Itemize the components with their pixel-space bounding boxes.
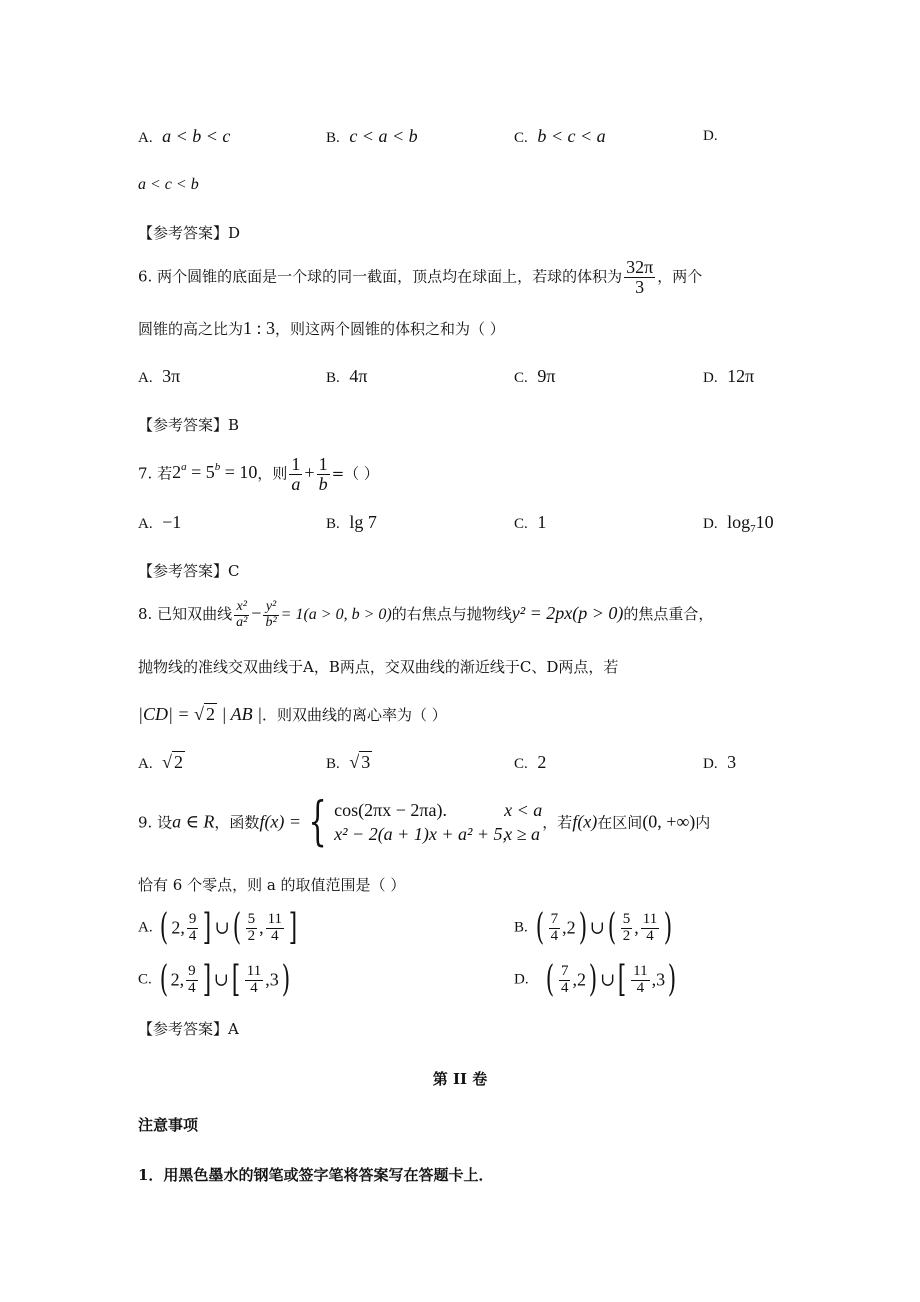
- q6-volume-fraction: $\frac{32\pi}{3}$: [626, 257, 654, 297]
- q7-answer: 【参考答案】C: [138, 562, 240, 580]
- q7-fraction-1-over-a: $\frac{1}{a}$: [291, 454, 301, 494]
- q9-answer: 【参考答案】A: [138, 1020, 239, 1038]
- q7-option-b: B. lg 7: [326, 512, 377, 532]
- q6-stem-line1: 6. 两个圆锥的底面是一个球的同一截面，顶点均在球面上，若球的体积为 $\frac{32\pi}{3}$ ，两个: [138, 257, 703, 297]
- q6-option-d: D. 12π: [703, 366, 755, 386]
- q8-stem-line1: 8. 已知双曲线 $\frac{\text{x²}}{\text{a²}}$ − $\frac{\text{y²}}{\text{b²}}$ = 1(a > 0, b > 0)的右焦点与抛物线y² = 2px(p > 0)的焦点重合，: [138, 599, 714, 630]
- q7-option-d: D. $\log_710$: [703, 512, 774, 535]
- notice-item-1: 1．用黑色墨水的钢笔或签字笔将答案写在答题卡上．: [138, 1166, 494, 1184]
- sqrt-icon: √ 2: [162, 752, 184, 772]
- q6-answer: 【参考答案】B: [138, 416, 240, 434]
- q8-stem-line2: 抛物线的准线交双曲线于A，B两点，交双曲线的渐近线于C、D两点，若: [138, 658, 619, 676]
- q8-hyperbola-x-term: $\frac{\text{x²}}{\text{a²}}$: [236, 599, 248, 630]
- q6-option-a: A. 3π: [138, 366, 181, 386]
- left-brace-icon: {: [308, 792, 327, 852]
- q9-option-d: D. ( $\frac{7}{4}$ ,2) ∪[ $\frac{11}{4}$ ,3): [514, 959, 677, 1000]
- notice-heading: 注意事项: [138, 1116, 199, 1134]
- q9-stem-line2: 恰有 6 个零点，则 a 的取值范围是（ ）: [138, 876, 406, 894]
- q8-option-d: D. 3: [703, 752, 737, 772]
- q5-answer: 【参考答案】D: [138, 224, 241, 242]
- q9-option-a: A. ( 2, $\frac{9}{4}$ ] ∪( $\frac{5}{2}$ , $\frac{11}{4}$ ]: [138, 907, 298, 948]
- q8-stem-line3: |CD| = √ 2 | AB |．则双曲线的离心率为（ ）: [138, 704, 447, 724]
- q7-option-a: A. −1: [138, 512, 182, 532]
- q8-option-a: A. √ 2: [138, 752, 184, 772]
- q5-option-b: B. c < a < b: [326, 126, 418, 146]
- q8-option-c: C. 2: [514, 752, 547, 772]
- q5-option-d-math: a < c < b: [138, 176, 199, 193]
- section-title: 第 II 卷: [432, 1070, 488, 1088]
- q5-option-d-label: D.: [703, 128, 718, 144]
- q6-option-b: B. 4π: [326, 366, 368, 386]
- q7-stem: 7. 若$2^a = 5^b = 10$，则 $\frac{1}{a}$ + $\frac{1}{b}$ =（ ）: [138, 454, 379, 494]
- q6-option-c: C. 9π: [514, 366, 556, 386]
- q9-option-c: C. ( 2, $\frac{9}{4}$ ] ∪[ $\frac{11}{4}$ ,3): [138, 959, 290, 1000]
- q9-stem-line1: 9. 设a ∈ R，函数f(x) = { cos(2πx − 2πa). x < a x² − 2(a + 1)x + a² + 5,x ≥ a ，若f(x)在区间(0, +∞)内: [138, 792, 711, 852]
- q8-option-b: B. √ 3: [326, 752, 371, 772]
- q7-fraction-1-over-b: $\frac{1}{b}$: [318, 454, 328, 494]
- q8-hyperbola-y-term: $\frac{\text{y²}}{\text{b²}}$: [265, 599, 277, 630]
- sqrt-icon: √ 3: [349, 752, 371, 772]
- q9-piecewise: cos(2πx − 2πa). x < a x² − 2(a + 1)x + a² + 5,x ≥ a: [334, 799, 543, 844]
- q9-option-b: B. ( $\frac{7}{4}$ ,2) ∪( $\frac{5}{2}$ , $\frac{11}{4}$ ): [514, 907, 673, 948]
- q5-option-a: A. a < b < c: [138, 126, 231, 146]
- q5-option-c: C. b < c < a: [514, 126, 606, 146]
- q6-stem-line2: 圆锥的高之比为1 : 3，则这两个圆锥的体积之和为（ ）: [138, 318, 505, 338]
- q7-option-c: C. 1: [514, 512, 547, 532]
